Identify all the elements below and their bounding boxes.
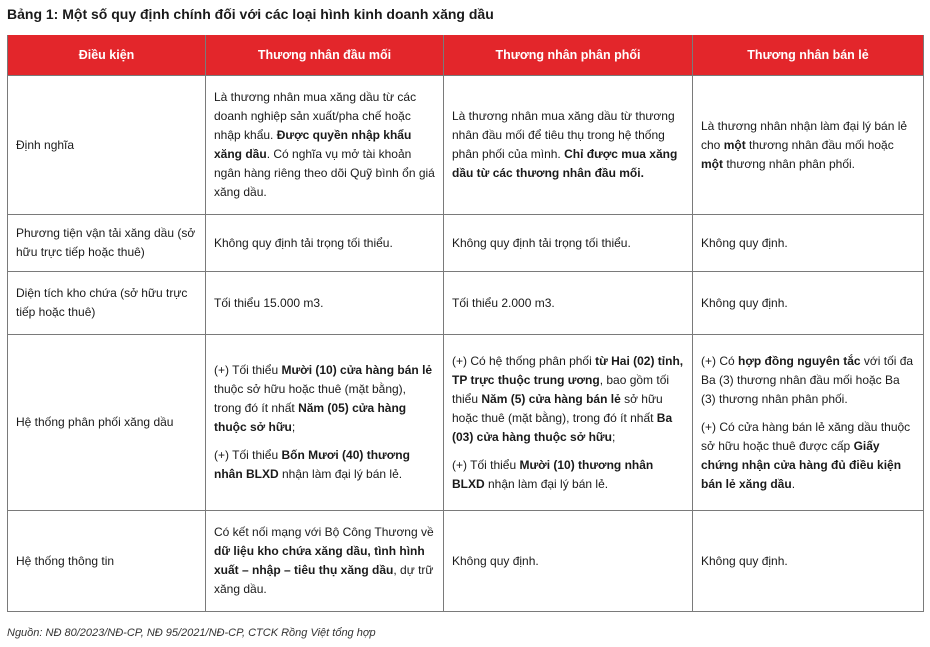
- row-label-distribution: Hệ thống phân phối xăng dầu: [8, 335, 206, 511]
- cell-transport-retailer: Không quy định.: [693, 215, 924, 272]
- cell-definition-retailer: [693, 76, 924, 215]
- paragraph: [701, 352, 915, 409]
- table-title: Bảng 1: Một số quy định chính đối với các loại hình kinh doanh xăng dầu: [7, 6, 494, 22]
- header-condition: Điều kiện: [8, 35, 206, 76]
- bold-text: Giấy chứng nhận cửa hàng đủ điều kiện bán lẻ xăng dầu: [701, 438, 902, 491]
- paragraph: [452, 352, 684, 447]
- text: nhận làm đại lý bán lẻ.: [484, 476, 609, 491]
- cell-distribution-retailer: [693, 335, 924, 511]
- text: (+) Có hệ thống phân phối: [452, 353, 596, 368]
- paragraph: [214, 446, 435, 484]
- bold-text: hợp đồng nguyên tắc: [738, 353, 861, 368]
- text: nhận làm đại lý bán lẻ.: [278, 467, 403, 481]
- bold-text: Năm (5) cửa hàng bán lẻ: [481, 391, 621, 406]
- paragraph: [214, 361, 435, 437]
- paragraph: [701, 418, 915, 494]
- text: Có kết nối mạng với Bộ Công Thương về: [214, 525, 434, 539]
- table-row-transport: [8, 215, 924, 272]
- bold-text: Ba (03) cửa hàng thuộc sở hữu: [452, 410, 673, 444]
- cell-definition-key-trader: [206, 76, 444, 215]
- cell-distribution-distributor: [444, 335, 693, 511]
- cell-transport-distributor: Không quy định tải trọng tối thiểu.: [444, 215, 693, 272]
- text: (+) Tối thiểu: [452, 457, 520, 472]
- row-label-definition: Định nghĩa: [8, 76, 206, 215]
- cell-storage-key-trader: Tối thiểu 15.000 m3.: [206, 272, 444, 335]
- text: với tối đa Ba (3) thương nhân đầu mối hoặc Ba (3) thương nhân phân phối.: [701, 353, 914, 406]
- row-label-storage: Diện tích kho chứa (sở hữu trực tiếp hoặc thuê): [8, 272, 206, 335]
- paragraph: [452, 456, 684, 494]
- bold-text: Bốn Mươi (40) thương nhân BLXD: [214, 448, 410, 481]
- bold-text: Được quyền nhập khẩu xăng dầu: [214, 128, 412, 161]
- bold-text: Mười (10) cửa hàng bán lẻ: [281, 363, 433, 377]
- regulation-table: [7, 35, 924, 612]
- cell-storage-distributor: Tối thiểu 2.000 m3.: [444, 272, 693, 335]
- bold-text: dữ liệu kho chứa xăng dầu, tình hình xuất – nhập – tiêu thụ xăng dầu: [214, 544, 425, 577]
- text: (+) Có cửa hàng bán lẻ xăng dầu thuộc sở hữu hoặc thuê được cấp: [701, 419, 911, 453]
- text: Là thương nhân nhận làm đại lý bán lẻ cho: [701, 118, 908, 152]
- bold-text: Năm (05) cửa hàng thuộc sở hữu: [214, 401, 407, 434]
- table-row-definition: [8, 76, 924, 215]
- cell-info-distributor: Không quy định.: [444, 511, 693, 612]
- header-row: [8, 35, 924, 76]
- text: .: [791, 476, 796, 491]
- cell-info-key-trader: [206, 511, 444, 612]
- header-retailer: Thương nhân bán lẻ: [693, 35, 924, 76]
- header-distributor: Thương nhân phân phối: [444, 35, 693, 76]
- text: Là thương nhân mua xăng dầu từ thương nhân đầu mối để tiêu thụ trong hệ thống phân phối của mình.: [452, 109, 675, 161]
- text: thương nhân đầu mối hoặc: [745, 137, 894, 152]
- text: ;: [291, 420, 296, 434]
- text: , dự trữ xăng dầu.: [214, 563, 434, 596]
- text: thương nhân phân phối.: [723, 156, 856, 171]
- cell-definition-distributor: [444, 76, 693, 215]
- source-note: Nguồn: NĐ 80/2023/NĐ-CP, NĐ 95/2021/NĐ-CP, CTCK Rồng Việt tổng hợp: [7, 627, 376, 639]
- bold-text: từ Hai (02) tỉnh, TP trực thuộc trung ương: [452, 353, 684, 387]
- cell-transport-key-trader: Không quy định tải trọng tối thiểu.: [206, 215, 444, 272]
- text: thuộc sở hữu hoặc thuê (mặt bằng), trong đó ít nhất: [214, 382, 407, 415]
- row-label-transport: Phương tiện vận tải xăng dầu (sở hữu trực tiếp hoặc thuê): [8, 215, 206, 272]
- cell-info-retailer: Không quy định.: [693, 511, 924, 612]
- text: (+) Có: [701, 353, 739, 368]
- text: . Có nghĩa vụ mở tài khoản ngân hàng riêng theo dõi Quỹ bình ổn giá xăng dầu.: [214, 147, 435, 199]
- table-row-distribution: [8, 335, 924, 511]
- text: Là thương nhân mua xăng dầu từ các doanh nghiệp sản xuất/pha chế hoặc nhập khẩu.: [214, 90, 417, 142]
- text: ;: [611, 429, 616, 444]
- text: (+) Tối thiểu: [214, 363, 282, 377]
- bold-text: Mười (10) thương nhân BLXD: [452, 457, 654, 491]
- text: , bao gồm tối thiểu: [452, 372, 670, 406]
- table-row-info: [8, 511, 924, 612]
- table-row-storage: [8, 272, 924, 335]
- cell-storage-retailer: Không quy định.: [693, 272, 924, 335]
- row-label-info: Hệ thống thông tin: [8, 511, 206, 612]
- bold-text: một: [723, 137, 746, 152]
- bold-text: Chỉ được mua xăng dầu từ các thương nhân đầu mối.: [452, 147, 678, 180]
- text: sở hữu hoặc thuê (mặt bằng), trong đó ít nhất: [452, 391, 663, 425]
- bold-text: một: [701, 156, 723, 171]
- text: (+) Tối thiểu: [214, 448, 282, 462]
- header-key-trader: Thương nhân đầu mối: [206, 35, 444, 76]
- cell-distribution-key-trader: [206, 335, 444, 511]
